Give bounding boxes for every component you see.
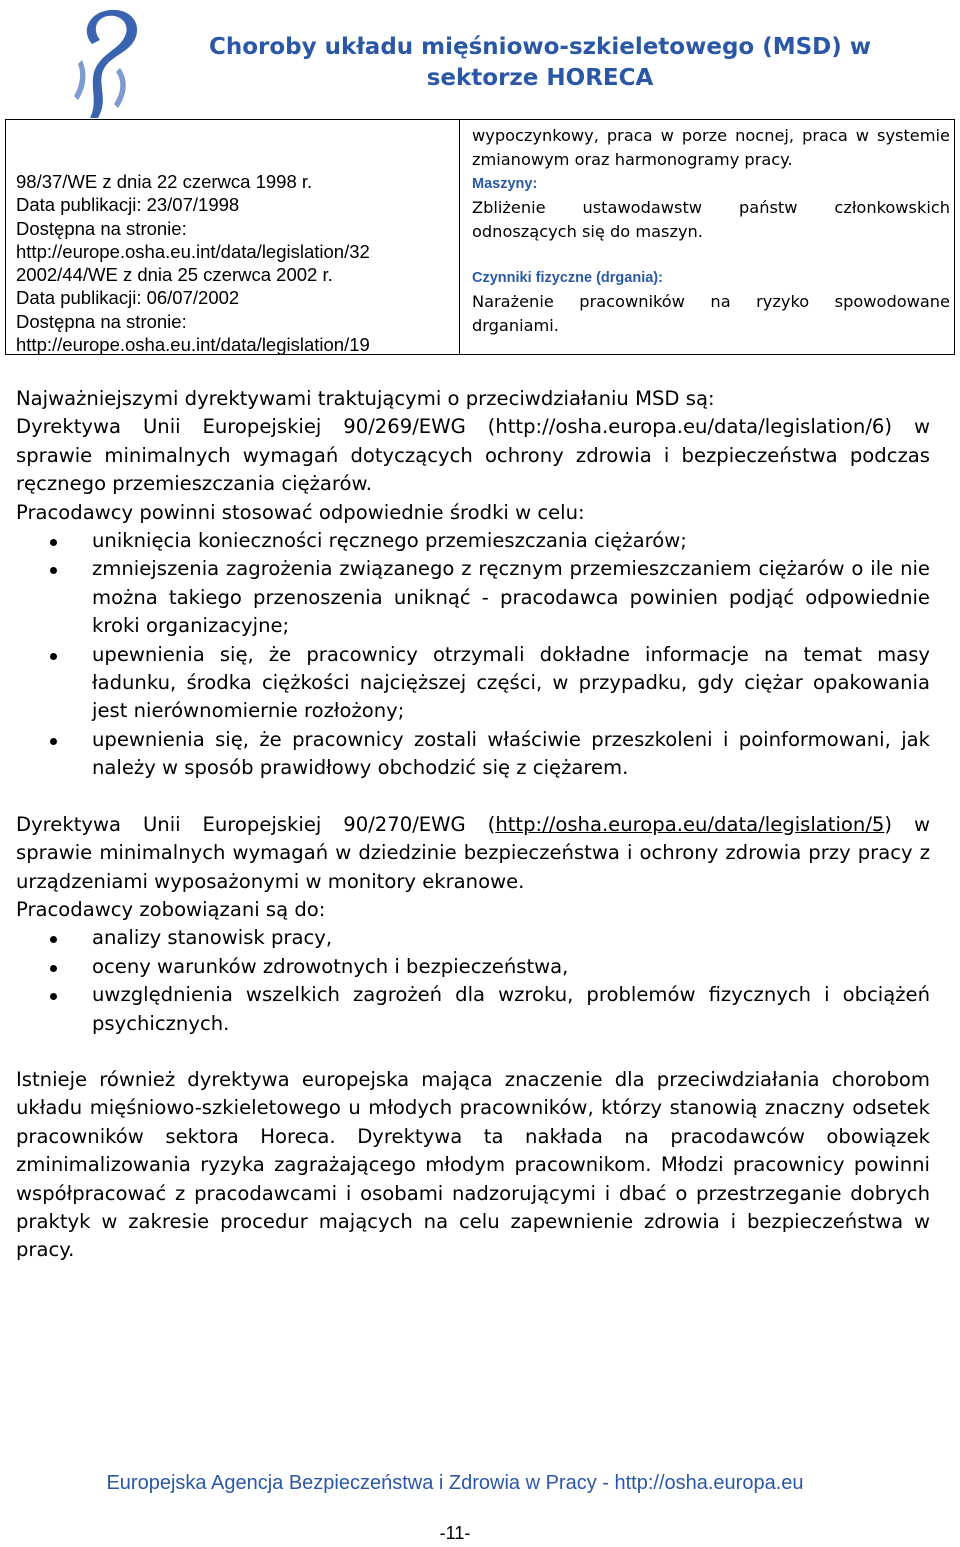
- left-cell-link[interactable]: http://europe.osha.eu.int/data/legislation/19: [16, 334, 370, 356]
- list-item-text: uwzględnienia wszelkich zagrożeń dla wzroku, problemów fizycznych i obciążeń psychicznych.: [92, 983, 930, 1035]
- agency-logo: [62, 4, 154, 122]
- section-heading-vibration: Czynniki fizyczne (drgania):: [472, 270, 663, 286]
- right-cell-text: Narażenie pracowników na ryzyko spowodowane drganiami.: [472, 292, 950, 335]
- paragraph: Najważniejszymi dyrektywami traktującymi o przeciwdziałaniu MSD są:: [16, 387, 715, 410]
- list-item-text: oceny warunków zdrowotnych i bezpieczeństwa,: [92, 954, 569, 978]
- bullet-icon: [50, 936, 57, 943]
- list-item: [16, 555, 930, 640]
- table-left-cell: [16, 170, 456, 356]
- directives-table: [5, 119, 955, 355]
- list-item: [16, 924, 930, 952]
- bullet-icon: [50, 653, 57, 660]
- list-item-text: zmniejszenia zagrożenia związanego z ręcznym przemieszczaniem ciężarów o ile nie można takiego przenoszenia uniknąć - pracodawca powinien podjąć odpowiednie kroki organizacyjne;: [92, 557, 930, 638]
- bullet-icon: [50, 539, 57, 546]
- list-item-text: uniknięcia konieczności ręcznego przemieszczania ciężarów;: [92, 529, 687, 553]
- bullet-icon: [50, 738, 57, 745]
- list-item: [16, 726, 930, 783]
- bullet-icon: [50, 567, 57, 574]
- list-item: [16, 981, 930, 1038]
- paragraph-text: ) w sprawie minimalnych wymagań w dziedzinie bezpieczeństwa i ochrony zdrowia przy pracy z urządzeniami wyposażonymi w monitory ekranowe.: [16, 812, 930, 893]
- paragraph: Istnieje również dyrektywa europejska mająca znaczenie dla przeciwdziałania chorobom układu mięśniowo-szkieletowego u młodych pracowników, którzy stanowią znaczny odsetek pracowników sektora Horeca. Dyrektywa ta nakłada na pracodawców obowiązek zminimalizowania ryzyka zagrażającego młodym pracownikom. Młodzi pracownicy powinni współpracować z pracodawcami i osobami nadzorującymi i dbać o przestrzeganie dobrych praktyk w zakresie procedur mających na celu zapewnienie zdrowia i bezpieczeństwa w pracy.: [16, 1067, 930, 1262]
- table-right-cell: [472, 124, 950, 338]
- directive-link[interactable]: http://osha.europa.eu/data/legislation/5: [495, 812, 885, 836]
- list-item-text: upewnienia się, że pracownicy zostali właściwie przeszkoleni i poinformowani, jak należy w sposób prawidłowy obchodzić się z ciężarem.: [92, 727, 930, 780]
- bullet-list: [16, 924, 930, 1038]
- footer-agency: Europejska Agencja Bezpieczeństwa i Zdrowia w Pracy - http://osha.europa.eu: [106, 1472, 804, 1494]
- list-item-text: upewnienia się, że pracownicy otrzymali dokładne informacje na temat masy ładunku, środka ciężkości najcięższej części, w przypadku, gdy ciężar opakowania jest nierównomiernie rozłożony;: [92, 642, 930, 723]
- list-item: [16, 527, 930, 555]
- list-item: [16, 953, 930, 981]
- right-cell-intro: wypoczynkowy, praca w porze nocnej, praca w systemie zmianowym oraz harmonogramy pracy.: [472, 126, 950, 169]
- list-item-text: analizy stanowisk pracy,: [92, 926, 333, 950]
- left-cell-line: Data publikacji: 06/07/2002: [16, 287, 240, 309]
- left-cell-line: Data publikacji: 23/07/1998: [16, 194, 240, 216]
- paragraph: Dyrektywa Unii Europejskiej 90/269/EWG (http://osha.europa.eu/data/legislation/6) w sprawie minimalnych wymagań dotyczących ochrony zdrowia i bezpieczeństwa podczas ręcznego przemieszczania ciężarów.: [16, 415, 930, 496]
- document-title-line-1: Choroby układu mięśniowo-szkieletowego (MSD) w: [208, 34, 872, 60]
- page-number: -11-: [439, 1523, 471, 1543]
- left-cell-line: Dostępna na stronie:: [16, 217, 187, 239]
- paragraph-text: Dyrektywa Unii Europejskiej 90/270/EWG (: [16, 812, 496, 836]
- list-item: [16, 641, 930, 726]
- table-column-divider: [459, 120, 460, 354]
- bullet-icon: [50, 965, 57, 972]
- document-title-line-2: sektorze HORECA: [426, 65, 654, 91]
- paragraph: Pracodawcy powinni stosować odpowiednie środki w celu:: [16, 500, 585, 524]
- right-cell-text: Zbliżenie ustawodawstw państw członkowskich odnoszących się do maszyn.: [472, 198, 950, 241]
- left-cell-line: 98/37/WE z dnia 22 czerwca 1998 r.: [16, 171, 313, 192]
- bullet-list: [16, 527, 930, 783]
- main-body: [16, 385, 930, 1265]
- bullet-icon: [50, 993, 57, 1000]
- section-heading-machines: Maszyny:: [472, 176, 538, 192]
- document-title: [160, 32, 920, 94]
- left-cell-line: Dostępna na stronie:: [16, 310, 187, 332]
- paragraph: [16, 811, 930, 896]
- paragraph: Pracodawcy zobowiązani są do:: [16, 897, 326, 921]
- left-cell-link[interactable]: http://europe.osha.eu.int/data/legislation/32: [16, 240, 370, 262]
- left-cell-line: 2002/44/WE z dnia 25 czerwca 2002 r.: [16, 264, 333, 286]
